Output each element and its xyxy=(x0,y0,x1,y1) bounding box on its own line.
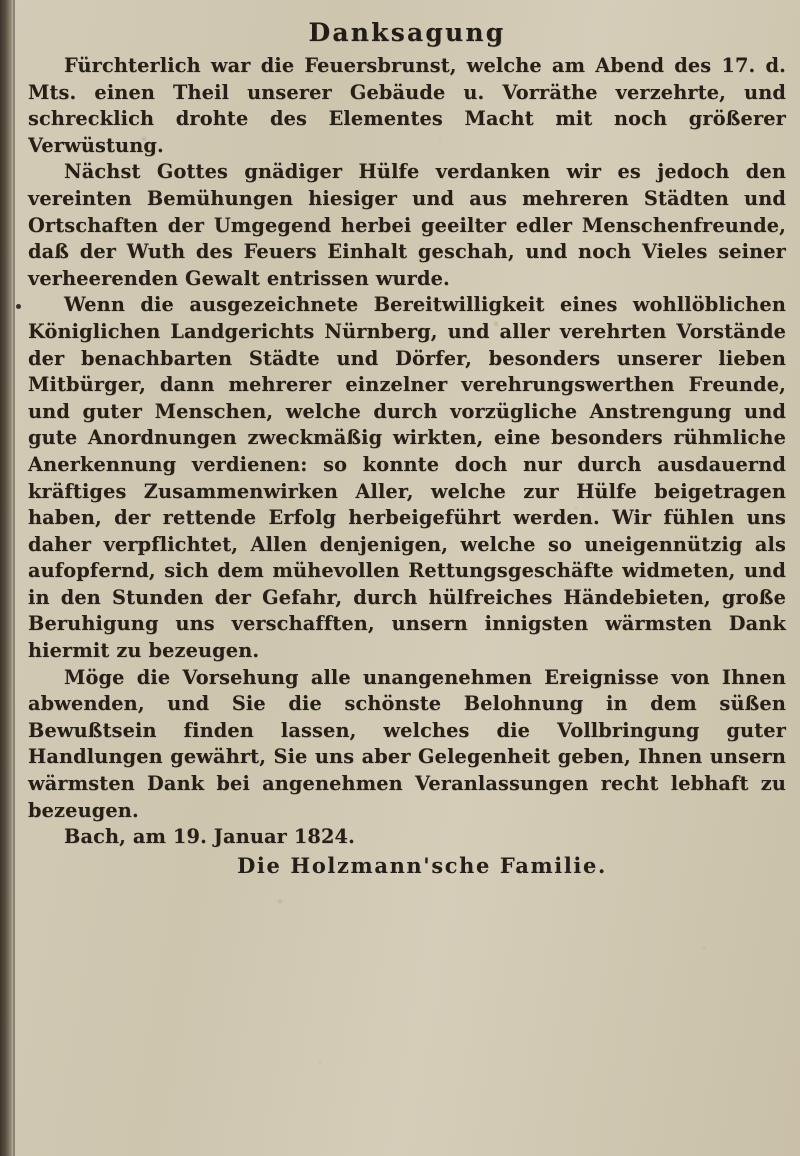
place-date-line: Bach, am 19. Januar 1824. xyxy=(64,825,355,849)
page-title: Danksagung xyxy=(308,18,506,47)
signature-line: Die Holzmann'sche Familie. xyxy=(237,852,607,878)
paragraph-3: Wenn die ausgezeichnete Bereitwilligkeit eines wohllöblichen Königlichen Landgerichts Nürnberg, und aller verehrten Vorstände der benachbarten Städte und Dörfer, besonders unserer lieben Mitbürger, dann mehrerer einzelner verehrungswerthen Freunde, und guter Menschen, welche durch vorzügliche Anstrengung und gute Anordnungen zweckmäßig wirkten, eine besonders rühmliche Anerkennung verdienen: so konnte doch nur durch ausdauernd kräftiges Zusammenwirken Aller, welche zur Hülfe beigetragen haben, der rettende Erfolg herbeigeführt werden. Wir fühlen uns daher verpflichtet, Allen denjenigen, welche so uneigennützig als aufopfernd, sich dem mühevollen Rettungsgeschäfte widmeten, und in den Stunden der Gefahr, durch hülfreiches Händebieten, große Beruhigung uns verschafften, unsern innigsten wärmsten Dank hiermit zu bezeugen. xyxy=(28,293,786,663)
paragraph-4: Möge die Vorsehung alle unangenehmen Ereignisse von Ihnen abwenden, und Sie die schönste Belohnung in dem süßen Bewußtsein finden lassen, welches die Vollbringung guter Handlungen gewährt, Sie uns aber Gelegenheit geben, Ihnen unsern wärmsten Dank bei angenehmen Veranlassungen recht lebhaft zu bezeugen. xyxy=(28,665,786,822)
margin-bullet-icon xyxy=(16,304,21,309)
page-content xyxy=(28,0,786,1156)
paragraph-1: Fürchterlich war die Feuersbrunst, welche am Abend des 17. d. Mts. einen Theil unserer Gebäude u. Vorräthe verzehrte, und schrecklich drohte des Elementes Macht mit noch größerer Verwüstung. xyxy=(28,54,786,157)
binding-edge-line xyxy=(13,0,15,1156)
article-body xyxy=(28,53,786,851)
binding-gutter xyxy=(0,0,13,1156)
paragraph-3-wrapper xyxy=(28,292,786,664)
paragraph-2: Nächst Gottes gnädiger Hülfe verdanken wir es jedoch den vereinten Bemühungen hiesiger und aus mehreren Städten und Ortschaften der Umgegend herbei geeilter edler Menschenfreunde, daß der Wuth des Feuers Einhalt geschah, und noch Vieles seiner verheerenden Gewalt entrissen wurde. xyxy=(28,160,786,290)
